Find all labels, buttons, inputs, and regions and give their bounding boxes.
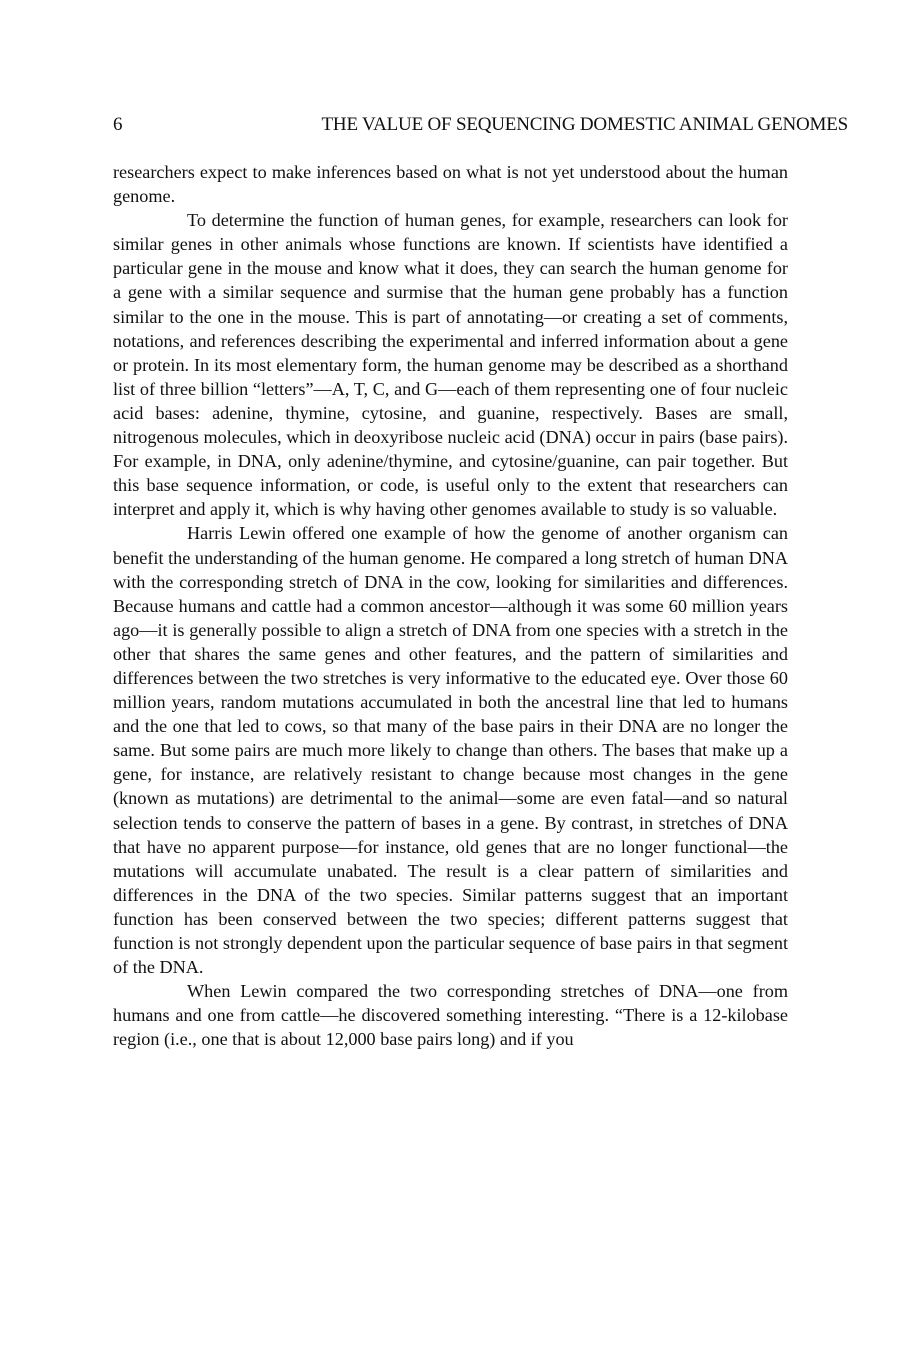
paragraph-continued: researchers expect to make inferences based on what is not yet understood about the human genome. [113,162,788,207]
running-header-title: THE VALUE OF SEQUENCING DOMESTIC ANIMAL GENOMES [321,114,848,135]
running-header [113,112,848,138]
body-text [113,160,788,1051]
paragraph-lewin-example: Harris Lewin offered one example of how the genome of another organism can benefit the understanding of the human genome. He compared a long stretch of human DNA with the corresponding stretch of DNA in the cow, looking for similarities and differences. Because humans and cattle had a common ancestor—although it was some 60 million years ago—it is generally possible to align a stretch of DNA from one species with a stretch in the other that shares the same genes and other features, and the pattern of similarities and differences between the two stretches is very informative to the educated eye. Over those 60 million years, random mutations accumulated in both the ancestral line that led to humans and the one that led to cows, so that many of the base pairs in their DNA are no longer the same. But some pairs are much more likely to change than others. The bases that make up a gene, for instance, are relatively resistant to change because most changes in the gene (known as mutations) are detrimental to the animal—some are even fatal—and so natural selection tends to conserve the pattern of bases in a gene. By contrast, in stretches of DNA that have no apparent purpose—for instance, old genes that are no longer functional—the mutations will accumulate unabated. The result is a clear pattern of similarities and differences in the DNA of the two species. Similar patterns suggest that an important function has been conserved between the two species; different patterns suggest that function is not strongly dependent upon the particular sequence of base pairs in that segment of the DNA. [113,523,788,978]
page-number: 6 [113,114,123,135]
paragraph-lewin-comparison: When Lewin compared the two corresponding stretches of DNA—one from humans and one from cattle—he discovered something interesting. “There is a 12-kilobase region (i.e., one that is about 12,000 base pairs long) and if you [113,981,788,1050]
paragraph-gene-function: To determine the function of human genes, for example, researchers can look for similar genes in other animals whose functions are known. If scientists have identified a particular gene in the mouse and know what it does, they can search the human genome for a gene with a similar sequence and surmise that the human gene probably has a function similar to the one in the mouse. This is part of annotating—or creating a set of comments, notations, and references describing the experimental and inferred information about a gene or protein. In its most elementary form, the human genome may be described as a shorthand list of three billion “letters”—A, T, C, and G—each of them representing one of four nucleic acid bases: adenine, thymine, cytosine, and guanine, respectively. Bases are small, nitrogenous molecules, which in deoxyribose nucleic acid (DNA) occur in pairs (base pairs). For example, in DNA, only adenine/thymine, and cytosine/guanine, can pair together. But this base sequence information, or code, is useful only to the extent that researchers can interpret and apply it, which is why having other genomes available to study is so valuable. [113,210,788,520]
